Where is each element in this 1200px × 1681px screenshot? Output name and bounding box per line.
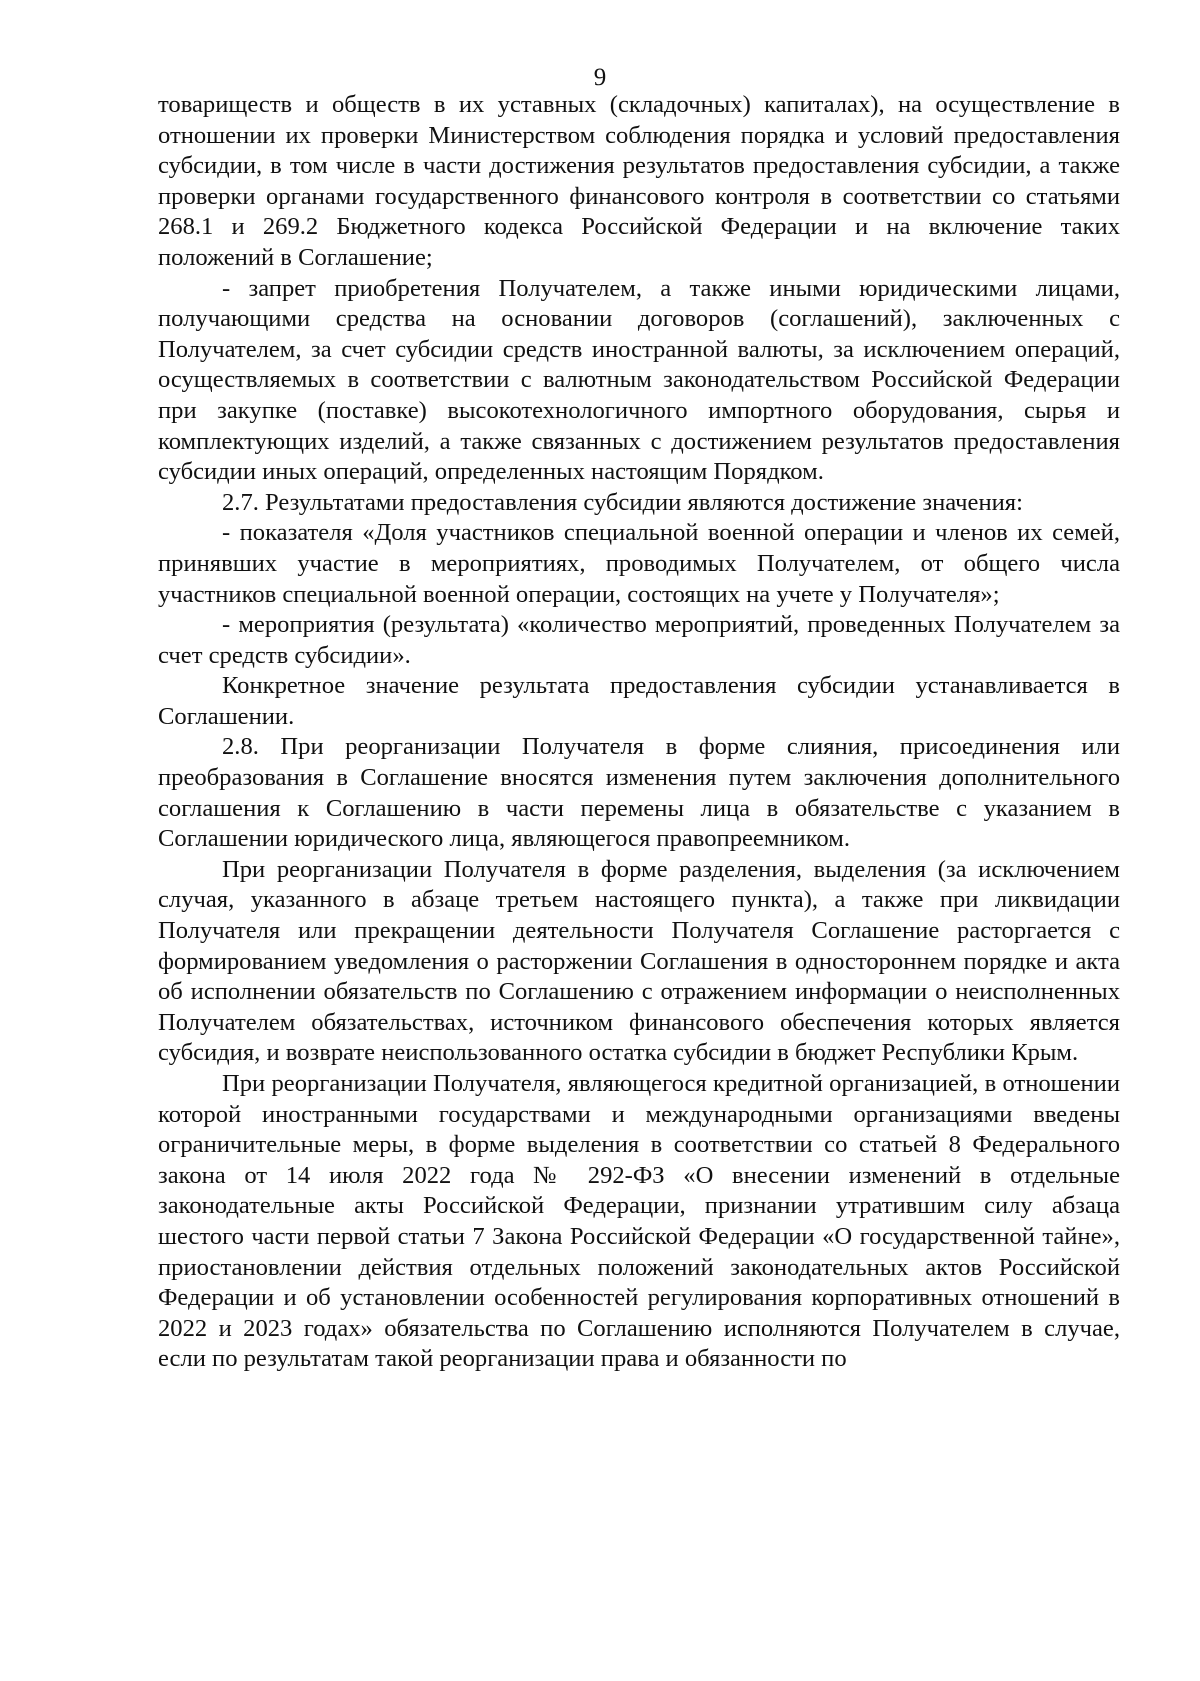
paragraph-currency-prohibition: - запрет приобретения Получателем, а также иными юридическими лицами, получающими средства на основании договоров (соглашений), заключенных с Получателем, за счет субсидии средств иностранной валюты, за исключением операций, осуществляемых в соответствии с валютным законодательством Российской Федерации при закупке (поставке) высокотехнологичного импортного оборудования, сырья и комплектующих изделий, а также связанных с достижением результатов предоставления субсидии иных операций, определенных настоящим Порядком. [158, 274, 1120, 486]
paragraph-specific-value: Конкретное значение результата предоставления субсидии устанавливается в Соглашении. [158, 672, 1120, 730]
paragraph-termination: При реорганизации Получателя в форме разделения, выделения (за исключением случая, указанного в абзаце третьем настоящего пункта), а также при ликвидации Получателя или прекращении деятельности Получателя Соглашение расторгается с формированием уведомления о расторжении Соглашения в одностороннем порядке и акта об исполнении обязательств по Соглашению с отражением информации о неисполненных Получателем обязательствах, источником финансового обеспечения которых является субсидия, и возврате неиспользованного остатка субсидии в бюджет Республики Крым. [158, 855, 1120, 1067]
paragraph-continuation: товариществ и обществ в их уставных (складочных) капиталах), на осуществление в отношении их проверки Министерством соблюдения порядка и условий предоставления субсидии, в том числе в части достижения результатов предоставления субсидии, а также проверки органами государственного финансового контроля в соответствии со статьями 268.1 и 269.2 Бюджетного кодекса Российской Федерации и на включение таких положений в Соглашение; [158, 91, 1120, 271]
paragraph-indicator-events: - мероприятия (результата) «количество мероприятий, проведенных Получателем за счет средств субсидии». [158, 611, 1120, 669]
paragraph-2-7-results: 2.7. Результатами предоставления субсидии являются достижение значения: [222, 488, 1023, 516]
paragraph-indicator-share: - показателя «Доля участников специальной военной операции и членов их семей, принявших участие в мероприятиях, проводимых Получателем, от общего числа участников специальной военной операции, состоящих на учете у Получателя»; [158, 519, 1120, 608]
paragraph-2-8-reorganization: 2.8. При реорганизации Получателя в форме слияния, присоединения или преобразования в Соглашение вносятся изменения путем заключения дополнительного соглашения к Соглашению в части перемены лица в обязательстве с указанием в Соглашении юридического лица, являющегося правопреемником. [158, 733, 1120, 853]
paragraph-credit-organization: При реорганизации Получателя, являющегося кредитной организацией, в отношении которой иностранными государствами и международными организациями введены ограничительные меры, в форме выделения в соответствии со статьей 8 Федерального закона от 14 июля 2022 года № 292-ФЗ «О внесении изменений в отдельные законодательные акты Российской Федерации, признании утратившим силу абзаца шестого части первой статьи 7 Закона Российской Федерации «О государственной тайне», приостановлении действия отдельных положений законодательных актов Российской Федерации и об установлении особенностей регулирования корпоративных отношений в 2022 и 2023 годах» обязательства по Соглашению исполняются Получателем в случае, если по результатам такой реорганизации права и обязанности по [158, 1070, 1120, 1373]
page-number: 9 [593, 64, 607, 91]
document-body [158, 90, 1120, 1375]
